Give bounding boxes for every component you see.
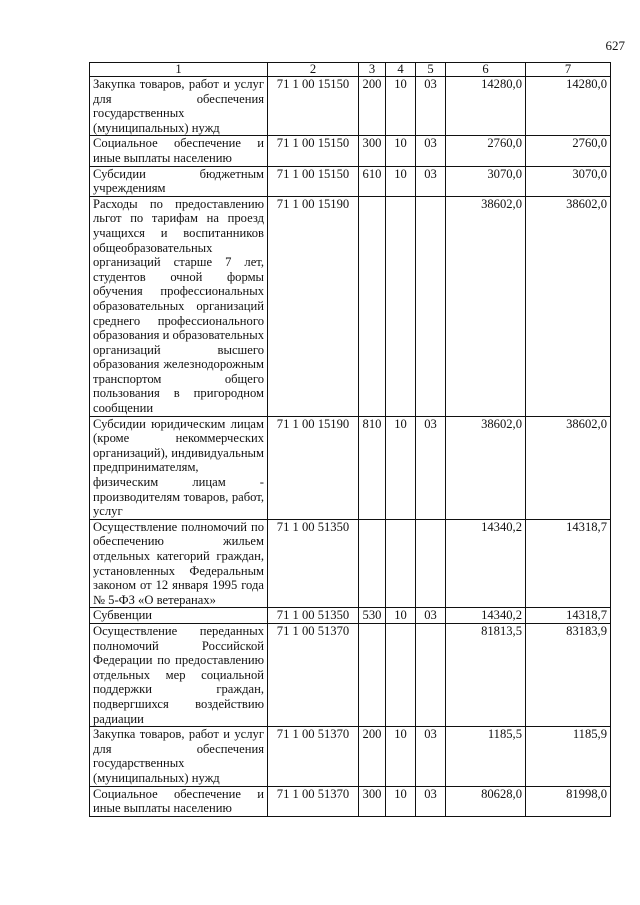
header-col-4: 4 xyxy=(386,63,416,77)
table-row xyxy=(90,623,611,726)
row-pr: 03 xyxy=(416,416,446,519)
row-rz xyxy=(386,196,416,416)
row-pr xyxy=(416,519,446,608)
row-vr xyxy=(359,519,386,608)
row-rz xyxy=(386,623,416,726)
row-code: 71 1 00 15150 xyxy=(268,77,359,136)
row-rz: 10 xyxy=(386,416,416,519)
row-vr: 300 xyxy=(359,136,386,166)
header-col-5: 5 xyxy=(416,63,446,77)
row-rz: 10 xyxy=(386,727,416,786)
header-col-1: 1 xyxy=(90,63,268,77)
table-row xyxy=(90,196,611,416)
header-col-2: 2 xyxy=(268,63,359,77)
row-code: 71 1 00 51370 xyxy=(268,786,359,816)
table-row xyxy=(90,166,611,196)
row-sum-2: 83183,9 xyxy=(526,623,611,726)
row-name: Социальное обеспечение и иные выплаты населению xyxy=(90,786,268,816)
row-name: Расходы по предоставлению льгот по тарифам на проезд учащихся и воспитанников общеобразовательных организаций старше 7 лет, студентов очной формы обучения профессиональных образовательных организаций среднего профессионального образования и образовательных организаций высшего образования железнодорожным транспортом общего пользования в пригородном сообщении xyxy=(90,196,268,416)
row-name: Осуществление полномочий по обеспечению жильем отдельных категорий граждан, установленных Федеральным законом от 12 января 1995 года № 5-ФЗ «О ветеранах» xyxy=(90,519,268,608)
row-rz: 10 xyxy=(386,608,416,624)
row-sum-2: 38602,0 xyxy=(526,196,611,416)
budget-table xyxy=(89,62,611,817)
row-sum-1: 38602,0 xyxy=(446,416,526,519)
row-vr: 810 xyxy=(359,416,386,519)
row-sum-2: 2760,0 xyxy=(526,136,611,166)
row-name: Закупка товаров, работ и услуг для обеспечения государственных (муниципальных) нужд xyxy=(90,727,268,786)
header-col-7: 7 xyxy=(526,63,611,77)
table-row xyxy=(90,77,611,136)
row-pr: 03 xyxy=(416,166,446,196)
table-row xyxy=(90,519,611,608)
table-row xyxy=(90,786,611,816)
row-pr: 03 xyxy=(416,608,446,624)
row-vr: 200 xyxy=(359,727,386,786)
row-sum-1: 81813,5 xyxy=(446,623,526,726)
row-rz: 10 xyxy=(386,136,416,166)
row-sum-2: 38602,0 xyxy=(526,416,611,519)
row-sum-2: 1185,9 xyxy=(526,727,611,786)
table-row xyxy=(90,136,611,166)
header-col-6: 6 xyxy=(446,63,526,77)
row-sum-2: 14280,0 xyxy=(526,77,611,136)
row-pr: 03 xyxy=(416,727,446,786)
row-sum-1: 2760,0 xyxy=(446,136,526,166)
row-pr: 03 xyxy=(416,136,446,166)
header-row xyxy=(90,63,611,77)
row-name: Субвенции xyxy=(90,608,268,624)
table-row xyxy=(90,608,611,624)
row-code: 71 1 00 51350 xyxy=(268,519,359,608)
row-vr: 610 xyxy=(359,166,386,196)
row-name: Закупка товаров, работ и услуг для обеспечения государственных (муниципальных) нужд xyxy=(90,77,268,136)
row-sum-1: 1185,5 xyxy=(446,727,526,786)
row-code: 71 1 00 51370 xyxy=(268,727,359,786)
row-code: 71 1 00 51350 xyxy=(268,608,359,624)
row-code: 71 1 00 15190 xyxy=(268,416,359,519)
row-code: 71 1 00 15150 xyxy=(268,136,359,166)
row-name: Осуществление переданных полномочий Российской Федерации по предоставлению отдельных мер социальной поддержки граждан, подвергшихся воздействию радиации xyxy=(90,623,268,726)
header-col-3: 3 xyxy=(359,63,386,77)
row-rz xyxy=(386,519,416,608)
row-vr: 530 xyxy=(359,608,386,624)
row-sum-2: 14318,7 xyxy=(526,519,611,608)
row-sum-1: 14340,2 xyxy=(446,608,526,624)
row-sum-1: 3070,0 xyxy=(446,166,526,196)
row-sum-2: 81998,0 xyxy=(526,786,611,816)
row-sum-1: 80628,0 xyxy=(446,786,526,816)
row-pr xyxy=(416,623,446,726)
row-rz: 10 xyxy=(386,786,416,816)
row-vr xyxy=(359,196,386,416)
row-code: 71 1 00 15150 xyxy=(268,166,359,196)
page-number: 627 xyxy=(605,38,625,53)
row-sum-1: 38602,0 xyxy=(446,196,526,416)
row-vr xyxy=(359,623,386,726)
row-rz: 10 xyxy=(386,166,416,196)
row-sum-2: 14318,7 xyxy=(526,608,611,624)
row-rz: 10 xyxy=(386,77,416,136)
row-pr: 03 xyxy=(416,77,446,136)
row-code: 71 1 00 15190 xyxy=(268,196,359,416)
table-row xyxy=(90,727,611,786)
row-pr: 03 xyxy=(416,786,446,816)
row-vr: 300 xyxy=(359,786,386,816)
row-code: 71 1 00 51370 xyxy=(268,623,359,726)
row-sum-1: 14280,0 xyxy=(446,77,526,136)
row-name: Субсидии юридическим лицам (кроме некоммерческих организаций), индивидуальным предпринимателям, физическим лицам - производителям товаров, работ, услуг xyxy=(90,416,268,519)
table-row xyxy=(90,416,611,519)
row-name: Социальное обеспечение и иные выплаты населению xyxy=(90,136,268,166)
row-pr xyxy=(416,196,446,416)
row-vr: 200 xyxy=(359,77,386,136)
row-sum-1: 14340,2 xyxy=(446,519,526,608)
row-sum-2: 3070,0 xyxy=(526,166,611,196)
row-name: Субсидии бюджетным учреждениям xyxy=(90,166,268,196)
